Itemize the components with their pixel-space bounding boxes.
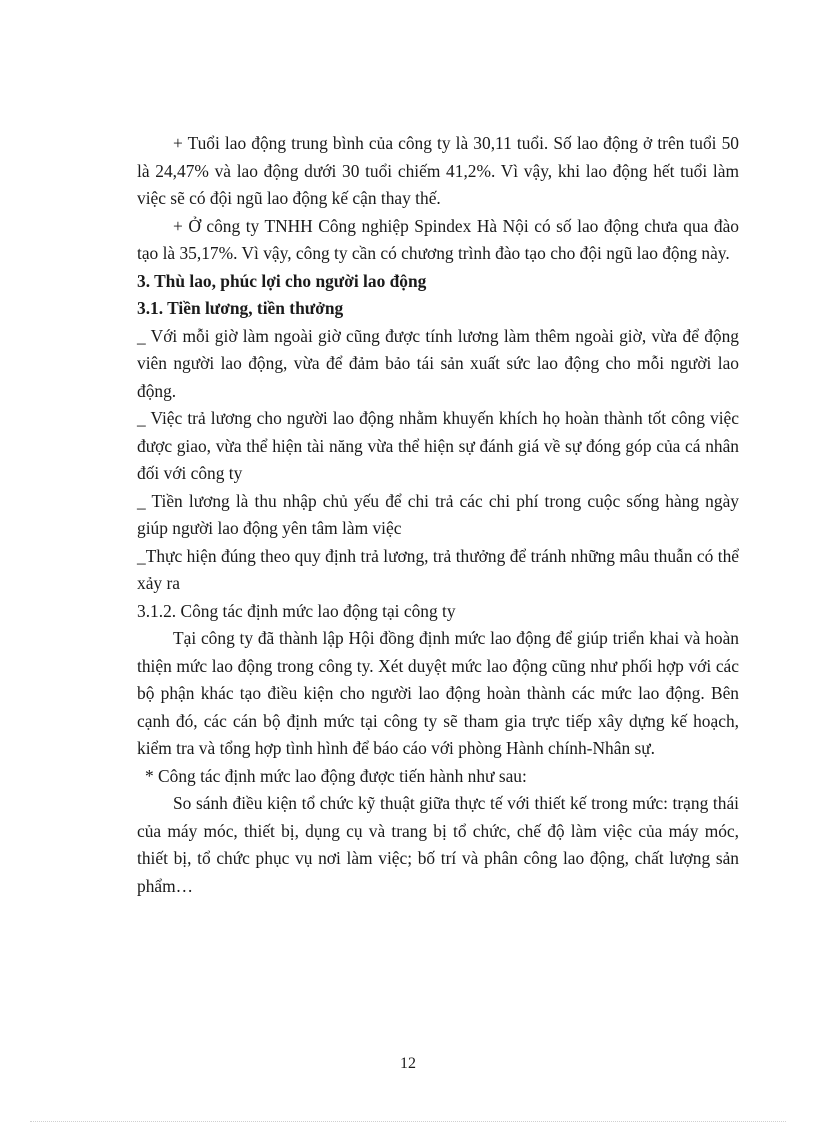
paragraph-norms-procedure-intro: * Công tác định mức lao động được tiến hành như sau: bbox=[145, 765, 527, 786]
section-heading-compensation: 3. Thù lao, phúc lợi cho người lao động bbox=[137, 270, 427, 291]
bullet-overtime-pay: _ Với mỗi giờ làm ngoài giờ cũng được tính lương làm thêm ngoài giờ, vừa để động viên người lao động, vừa để đảm bảo tái sản xuất sức lao động cho mỗi người lao động. bbox=[137, 325, 739, 401]
page-number: 12 bbox=[400, 1055, 416, 1072]
subsection-heading-salary-bonus: 3.1. Tiền lương, tiền thưởng bbox=[137, 298, 344, 318]
document-body bbox=[137, 130, 739, 900]
paragraph-age-statistics: + Tuổi lao động trung bình của công ty là 30,11 tuổi. Số lao động ở trên tuổi 50 là 24,47% và lao động dưới 30 tuổi chiếm 41,2%. Vì vậy, khi lao động hết tuổi làm việc sẽ có đội ngũ lao động kế cận thay thế. bbox=[137, 133, 739, 208]
bullet-follow-regulations: _Thực hiện đúng theo quy định trả lương, trả thưởng để tránh những mâu thuẫn có thể xảy ra bbox=[137, 545, 739, 593]
paragraph-norms-council: Tại công ty đã thành lập Hội đồng định mức lao động để giúp triển khai và hoàn thiện mức lao động trong công ty. Xét duyệt mức lao động cũng như phối hợp với các bộ phận khác tạo điều kiện cho người lao động hoàn thành các mức lao động. Bên cạnh đó, các cán bộ định mức tại công ty sẽ tham gia trực tiếp xây dựng kế hoạch, kiểm tra và tổng hợp tình hình để báo cáo với phòng Hành chính-Nhân sự. bbox=[137, 628, 739, 758]
paragraph-untrained-labor: + Ở công ty TNHH Công nghiệp Spindex Hà Nội có số lao động chưa qua đào tạo là 35,17%. Vì vậy, công ty cần có chương trình đào tạo cho đội ngũ lao động này. bbox=[137, 215, 739, 263]
paragraph-comparison: So sánh điều kiện tổ chức kỹ thuật giữa thực tế với thiết kế trong mức: trạng thái của máy móc, thiết bị, dụng cụ và trang bị tổ chức, chế độ làm việc của máy móc, thiết bị, tổ chức phục vụ nơi làm việc; bố trí và phân công lao động, chất lượng sản phẩm… bbox=[137, 793, 739, 896]
bullet-salary-motivation: _ Việc trả lương cho người lao động nhằm khuyến khích họ hoàn thành tốt công việc được giao, vừa thể hiện tài năng vừa thể hiện sự đánh giá về sự đóng góp của cá nhân đối với công ty bbox=[137, 408, 739, 483]
bullet-main-income: _ Tiền lương là thu nhập chủ yếu để chi trả các chi phí trong cuộc sống hàng ngày giúp người lao động yên tâm làm việc bbox=[137, 490, 739, 538]
page-bottom-divider bbox=[30, 1121, 786, 1122]
subsection-heading-labor-norms: 3.1.2. Công tác định mức lao động tại công ty bbox=[137, 600, 456, 621]
